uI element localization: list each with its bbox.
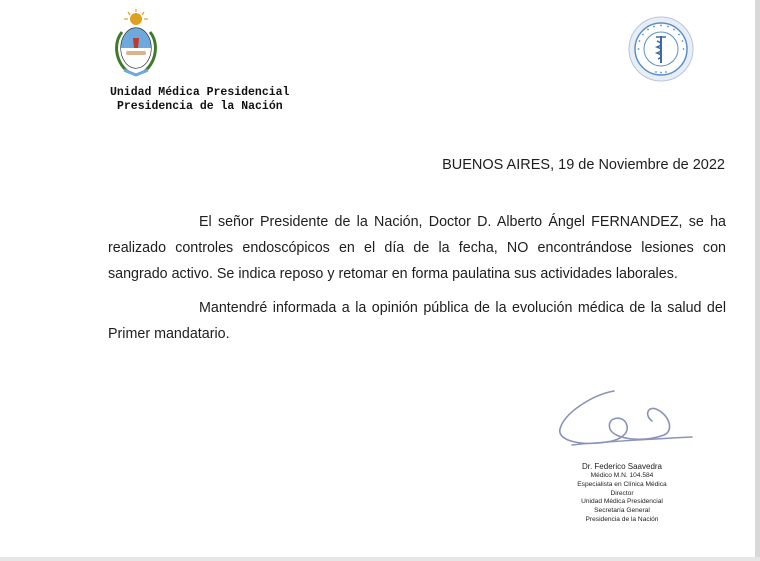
header-institution (110, 86, 289, 114)
paragraph-health-report: El señor Presidente de la Nación, Doctor D. Alberto Ángel FERNANDEZ, se ha realizado controles endoscópicos en el día de la fecha, NO encontrándose lesiones con sangrado activo. Se indica reposo y retomar en forma paulatina sus actividades laborales. (108, 214, 726, 282)
document-date: BUENOS AIRES, 19 de Noviembre de 2022 (442, 157, 725, 173)
signer-role: Director (610, 489, 634, 497)
coat-of-arms-icon (110, 8, 162, 80)
header-presidency-name: Presidencia de la Nación (117, 100, 283, 113)
medical-unit-seal-icon (628, 16, 694, 82)
signer-office: Secretaría General (594, 507, 650, 515)
signer-institution: Presidencia de la Nación (585, 515, 659, 523)
signer-name: Dr. Federico Saavedra (581, 462, 663, 471)
document-body (108, 209, 726, 355)
signer-license: Médico M.N. 104.584 (590, 472, 654, 479)
page-edge-right (755, 0, 760, 561)
page-edge-bottom (0, 557, 760, 561)
paragraph-public-notice: Mantendré informada a la opinión pública de la evolución médica de la salud del Primer mandatario. (108, 300, 726, 342)
signature-block (548, 462, 696, 525)
signer-specialty: Especialista en Clínica Médica (577, 480, 667, 488)
header-unit-name: Unidad Médica Presidencial (110, 86, 290, 99)
signer-unit: Unidad Médica Presidencial (581, 498, 663, 506)
handwritten-signature (552, 385, 697, 455)
sun-icon (124, 9, 148, 25)
